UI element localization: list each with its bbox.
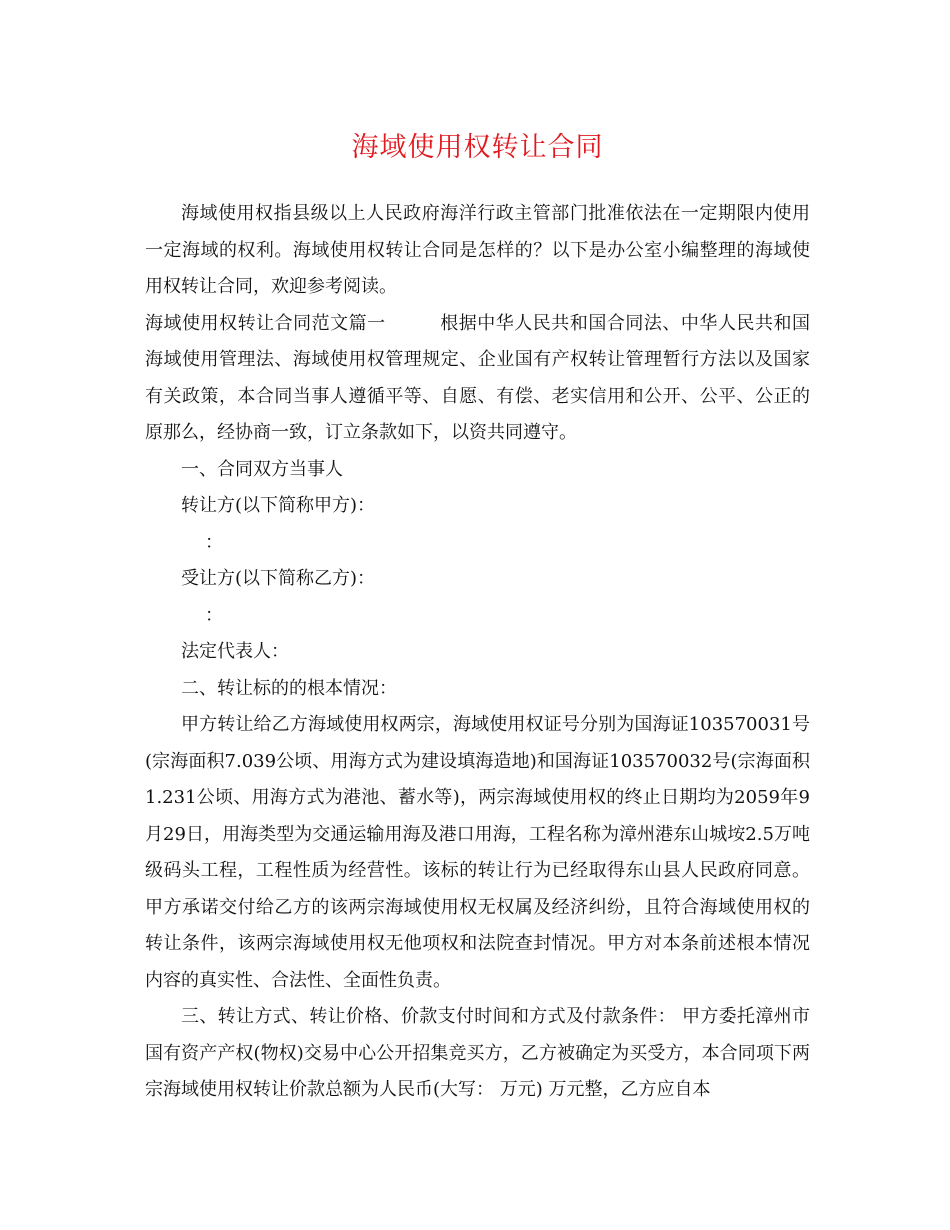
preamble-text: 根据中华人民共和国合同法、中华人民共和国海域使用管理法、海域使用权管理规定、企业国有产权转让管理暂行方法以及国家有关政策，本合同当事人遵循平等、自愿、有偿、老实信用和公开、公平、公正的原那么，经协商一致，订立条款如下，以资共同遵守。 [145,312,811,443]
preamble-paragraph [145,306,810,452]
section1-heading: 一、合同双方当事人 [181,458,343,480]
section3-body: 三、转让方式、转让价格、价款支付时间和方式及付款条件： 甲方委托漳州市国有资产产权(物权)交易中心公开招集竞买方，乙方被确定为买受方，本合同项下两宗海域使用权转让价款总额为人民币(大写： 万元) 万元整，乙方应自本 [145,1006,810,1100]
section2-heading: 二、转让标的的根本情况： [181,677,397,699]
transferor-label: 转让方(以下简称甲方)： [181,495,376,516]
section2-body: 甲方转让给乙方海域使用权两宗，海域使用权证号分别为国海证103570031号(宗海面积7.039公顷、用海方式为建设填海造地)和国海证103570032号(宗海面积1.231公顷、用海方式为港池、蓄水等)，两宗海域使用权的终止日期均为2059年9月29日，用海类型为交通运输用海及港口用海，工程名称为漳州港东山城垵2.5万吨级码头工程，工程性质为经营性。该标的转让行为已经取得东山县人民政府同意。甲方承诺交付给乙方的该两宗海域使用权无权属及经济纠纷，且符合海域使用权的转让条件，该两宗海域使用权无他项权和法院查封情况。甲方对本条前述根本情况内容的真实性、合法性、全面性负责。 [145,714,810,991]
sample-heading: 海域使用权转让合同范文篇一 [145,312,386,334]
legal-rep-label: 法定代表人： [181,641,289,662]
transferor-colon: ： [205,531,223,553]
intro-paragraph: 海域使用权指县级以上人民政府海洋行政主管部门批准依法在一定期限内使用一定海域的权利。海域使用权转让合同是怎样的？以下是办公室小编整理的海域使用权转让合同，欢迎参考阅读。 [145,203,810,297]
transferee-label: 受让方(以下简称乙方)： [181,568,376,589]
document-title: 海域使用权转让合同 [351,132,604,163]
transferee-colon: ： [205,604,223,626]
